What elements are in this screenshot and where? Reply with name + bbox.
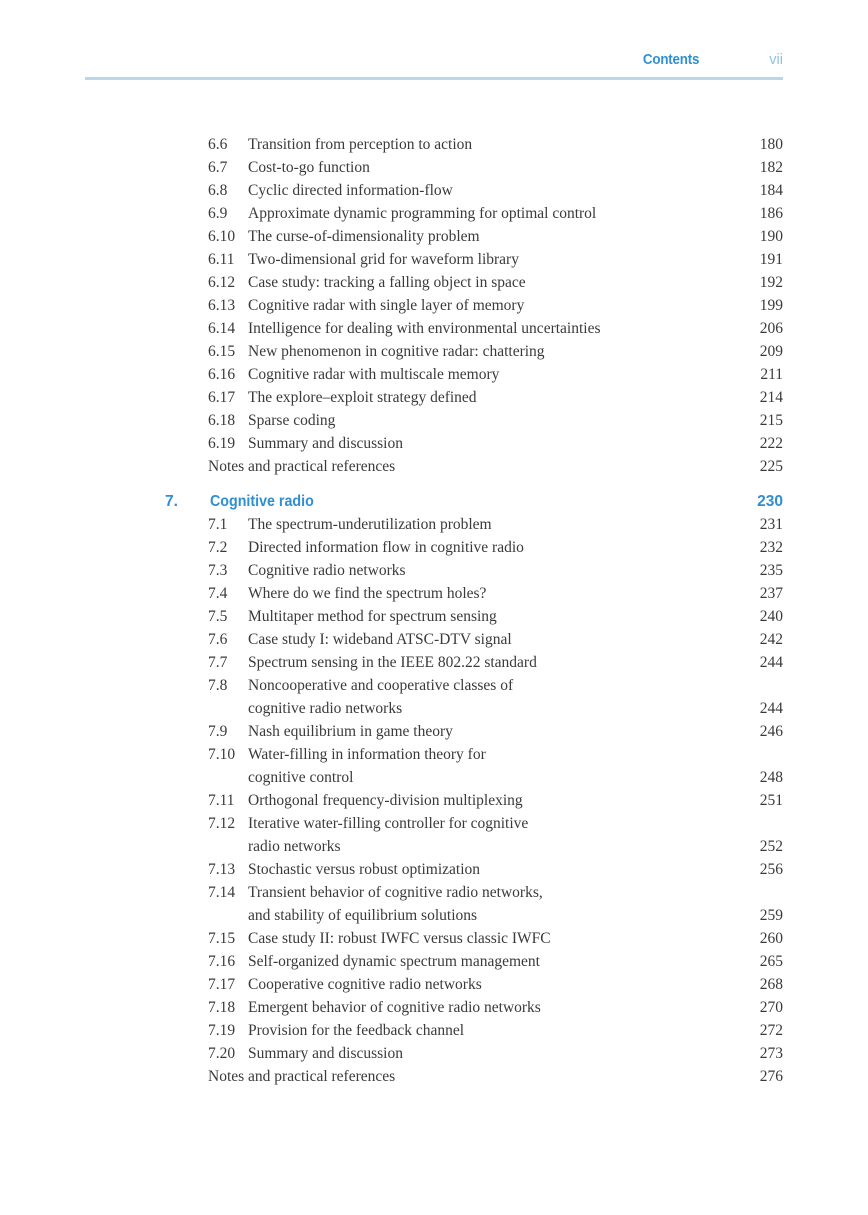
- toc-entry-number: 7.18: [208, 999, 236, 1016]
- toc-entry-page: 182: [759, 159, 783, 176]
- toc-entry[interactable]: [0, 455, 868, 478]
- toc-entry-page: 273: [759, 1045, 783, 1062]
- table-of-contents: [0, 133, 868, 1088]
- toc-entry-title: Iterative water-filling controller for cognitive: [248, 815, 529, 832]
- toc-entry-title: Noncooperative and cooperative classes of: [248, 677, 514, 694]
- toc-entry-number: 6.7: [208, 159, 228, 176]
- toc-entry-page: 190: [759, 228, 783, 245]
- toc-entry[interactable]: [0, 271, 868, 294]
- toc-entry-title: Notes and practical references: [208, 458, 396, 475]
- toc-entry[interactable]: [0, 513, 868, 536]
- toc-entry-title: Transient behavior of cognitive radio networks,: [248, 884, 543, 901]
- toc-entry-page: 225: [759, 458, 783, 475]
- toc-entry-page: 231: [759, 516, 783, 533]
- toc-entry[interactable]: [0, 225, 868, 248]
- toc-entry-page: 246: [759, 723, 783, 740]
- toc-entry[interactable]: [0, 363, 868, 386]
- toc-entry-page: 244: [759, 654, 783, 671]
- toc-entry-title: Notes and practical references: [208, 1068, 396, 1085]
- toc-entry-title: Cost-to-go function: [248, 159, 370, 176]
- toc-entry-page: 268: [759, 976, 783, 993]
- toc-entry[interactable]: [0, 674, 868, 697]
- toc-entry-number: 7.9: [208, 723, 228, 740]
- toc-entry-page: 240: [759, 608, 783, 625]
- running-head: [0, 52, 868, 72]
- running-head-page-number: vii: [769, 52, 783, 68]
- toc-entry[interactable]: [0, 432, 868, 455]
- toc-entry-page: 214: [759, 389, 783, 406]
- toc-entry-number: 7.3: [208, 562, 228, 579]
- toc-entry-page: 180: [759, 136, 783, 153]
- toc-entry-page: 206: [759, 320, 783, 337]
- toc-entry-number: 6.9: [208, 205, 228, 222]
- toc-entry-number: 7.8: [208, 677, 228, 694]
- toc-entry-page: 230: [757, 493, 783, 510]
- toc-entry-title: cognitive radio networks: [248, 700, 403, 717]
- toc-entry-title: The spectrum-underutilization problem: [248, 516, 492, 533]
- toc-entry-title: Stochastic versus robust optimization: [248, 861, 481, 878]
- toc-entry-title: Self-organized dynamic spectrum management: [248, 953, 540, 970]
- toc-entry[interactable]: [0, 1019, 868, 1042]
- toc-entry-title: Summary and discussion: [248, 435, 403, 452]
- toc-entry-number: 6.12: [208, 274, 236, 291]
- toc-entry-title: Cognitive radar with single layer of memory: [248, 297, 525, 314]
- toc-entry[interactable]: [0, 559, 868, 582]
- toc-entry[interactable]: [0, 697, 868, 720]
- toc-entry-title: Water-filling in information theory for: [248, 746, 486, 763]
- toc-entry-page: 237: [759, 585, 783, 602]
- toc-entry-number: 7.14: [208, 884, 236, 901]
- toc-entry-page: 184: [759, 182, 783, 199]
- toc-entry-number: 6.18: [208, 412, 236, 429]
- toc-entry-page: 242: [759, 631, 783, 648]
- toc-entry[interactable]: [0, 927, 868, 950]
- toc-entry-title: Transition from perception to action: [248, 136, 473, 153]
- toc-entry-number: 6.19: [208, 435, 236, 452]
- toc-entry-title: Intelligence for dealing with environmental uncertainties: [248, 320, 601, 337]
- toc-entry-page: 248: [759, 769, 783, 786]
- toc-entry[interactable]: [0, 386, 868, 409]
- toc-entry-title: and stability of equilibrium solutions: [248, 907, 478, 924]
- toc-entry[interactable]: [0, 133, 868, 156]
- toc-entry-number: 7.10: [208, 746, 236, 763]
- toc-entry[interactable]: [0, 179, 868, 202]
- toc-entry-title: Where do we find the spectrum holes?: [248, 585, 487, 602]
- toc-entry-title: cognitive control: [248, 769, 354, 786]
- toc-entry-title: Case study II: robust IWFC versus classic IWFC: [248, 930, 551, 947]
- toc-entry-page: 192: [759, 274, 783, 291]
- toc-entry-title: Cyclic directed information-flow: [248, 182, 453, 199]
- toc-entry-title: Orthogonal frequency-division multiplexing: [248, 792, 523, 809]
- toc-entry[interactable]: [0, 340, 868, 363]
- toc-entry-page: 251: [759, 792, 783, 809]
- toc-entry[interactable]: [0, 904, 868, 927]
- toc-entry[interactable]: [0, 996, 868, 1019]
- toc-entry[interactable]: [0, 812, 868, 835]
- toc-entry-page: 186: [759, 205, 783, 222]
- toc-entry-number: 6.10: [208, 228, 236, 245]
- toc-entry[interactable]: [0, 156, 868, 179]
- toc-entry-page: 265: [759, 953, 783, 970]
- toc-entry-page: 209: [759, 343, 783, 360]
- toc-entry-title: Cognitive radio: [210, 493, 314, 510]
- toc-entry-title: Case study: tracking a falling object in space: [248, 274, 526, 291]
- toc-entry-number: 7.20: [208, 1045, 236, 1062]
- toc-entry-title: Spectrum sensing in the IEEE 802.22 standard: [248, 654, 537, 671]
- toc-entry-title: Two-dimensional grid for waveform library: [248, 251, 519, 268]
- toc-entry-number: 7.13: [208, 861, 236, 878]
- toc-entry-title: Directed information flow in cognitive radio: [248, 539, 524, 556]
- toc-entry-page: 211: [760, 366, 783, 383]
- toc-entry[interactable]: [0, 536, 868, 559]
- toc-entry-title: Cognitive radio networks: [248, 562, 406, 579]
- toc-entry-number: 7.17: [208, 976, 236, 993]
- toc-entry-page: 199: [759, 297, 783, 314]
- toc-entry-number: 6.11: [208, 251, 235, 268]
- toc-entry-page: 232: [759, 539, 783, 556]
- toc-entry-number: 7.1: [208, 516, 228, 533]
- toc-entry-title: The curse-of-dimensionality problem: [248, 228, 480, 245]
- toc-entry[interactable]: [0, 628, 868, 651]
- toc-entry-title: Provision for the feedback channel: [248, 1022, 465, 1039]
- toc-entry-number: 7.4: [208, 585, 228, 602]
- running-head-title: Contents: [642, 52, 699, 68]
- toc-entry-title: Nash equilibrium in game theory: [248, 723, 453, 740]
- toc-entry-title: The explore–exploit strategy defined: [248, 389, 477, 406]
- toc-entry-number: 6.17: [208, 389, 236, 406]
- toc-entry[interactable]: [0, 605, 868, 628]
- toc-entry-number: 7.11: [208, 792, 235, 809]
- toc-entry-title: Cooperative cognitive radio networks: [248, 976, 482, 993]
- toc-entry-title: Multitaper method for spectrum sensing: [248, 608, 497, 625]
- toc-entry-number: 7.2: [208, 539, 228, 556]
- toc-entry[interactable]: [0, 789, 868, 812]
- toc-entry-number: 7.6: [208, 631, 228, 648]
- toc-entry-number: 7.12: [208, 815, 236, 832]
- toc-entry-page: 215: [759, 412, 783, 429]
- toc-entry[interactable]: [0, 858, 868, 881]
- toc-entry[interactable]: [0, 651, 868, 674]
- toc-entry[interactable]: [0, 317, 868, 340]
- toc-entry-page: 191: [759, 251, 783, 268]
- toc-entry-title: Approximate dynamic programming for optimal control: [248, 205, 597, 222]
- header-rule: [85, 77, 783, 80]
- toc-entry-page: 222: [759, 435, 783, 452]
- toc-entry-page: 252: [759, 838, 783, 855]
- toc-entry[interactable]: [0, 950, 868, 973]
- toc-entry[interactable]: [0, 973, 868, 996]
- toc-entry-number: 7.7: [208, 654, 228, 671]
- toc-entry-title: Case study I: wideband ATSC-DTV signal: [248, 631, 512, 648]
- toc-entry-page: 235: [759, 562, 783, 579]
- toc-entry[interactable]: [0, 294, 868, 317]
- toc-entry-page: 270: [759, 999, 783, 1016]
- toc-entry-title: Sparse coding: [248, 412, 336, 429]
- toc-entry[interactable]: [0, 766, 868, 789]
- toc-entry-page: 244: [759, 700, 783, 717]
- toc-entry-number: 6.8: [208, 182, 228, 199]
- toc-entry[interactable]: [0, 720, 868, 743]
- toc-entry[interactable]: [0, 582, 868, 605]
- toc-entry-number: 7.15: [208, 930, 236, 947]
- toc-chapter-heading[interactable]: [0, 490, 868, 513]
- toc-entry-page: 260: [759, 930, 783, 947]
- toc-entry[interactable]: [0, 1042, 868, 1065]
- toc-entry-number: 7.19: [208, 1022, 236, 1039]
- toc-entry-page: 276: [759, 1068, 783, 1085]
- toc-entry-number: 6.15: [208, 343, 236, 360]
- toc-entry[interactable]: [0, 248, 868, 271]
- toc-entry[interactable]: [0, 202, 868, 225]
- toc-entry-title: Summary and discussion: [248, 1045, 403, 1062]
- toc-entry[interactable]: [0, 409, 868, 432]
- toc-entry-title: Cognitive radar with multiscale memory: [248, 366, 500, 383]
- toc-entry-number: 6.14: [208, 320, 236, 337]
- toc-entry[interactable]: [0, 881, 868, 904]
- toc-entry-number: 7.: [165, 493, 178, 510]
- toc-entry-number: 6.13: [208, 297, 236, 314]
- toc-entry-title: Emergent behavior of cognitive radio networks: [248, 999, 541, 1016]
- toc-entry[interactable]: [0, 1065, 868, 1088]
- toc-entry-number: 6.6: [208, 136, 228, 153]
- toc-entry-page: 259: [759, 907, 783, 924]
- toc-entry-title: radio networks: [248, 838, 341, 855]
- toc-entry[interactable]: [0, 835, 868, 858]
- toc-entry-number: 7.5: [208, 608, 228, 625]
- toc-entry[interactable]: [0, 743, 868, 766]
- toc-entry-number: 7.16: [208, 953, 236, 970]
- toc-entry-page: 256: [759, 861, 783, 878]
- toc-entry-page: 272: [759, 1022, 783, 1039]
- toc-entry-number: 6.16: [208, 366, 236, 383]
- toc-entry-title: New phenomenon in cognitive radar: chattering: [248, 343, 545, 360]
